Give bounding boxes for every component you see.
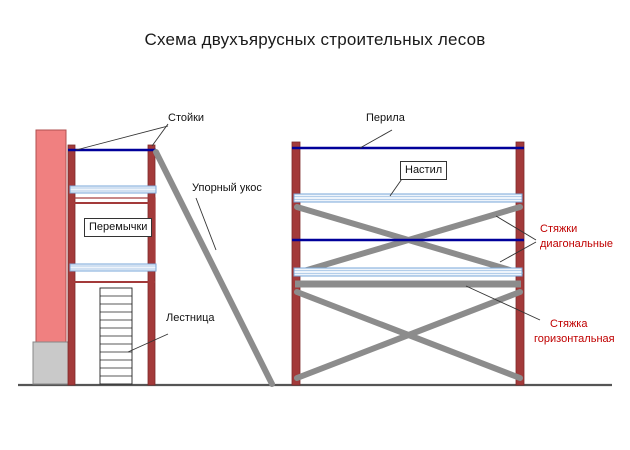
left-upper-deck (70, 186, 156, 193)
page-title: Схема двухъярусных строительных лесов (144, 30, 486, 49)
label-horizontal-tie-line2: горизонтальная (534, 333, 615, 345)
right-middle-deck (294, 268, 522, 276)
right-post-left (292, 142, 300, 385)
label-support-brace: Упорный укос (192, 182, 262, 194)
label-diagonal-ties-line2: диагональные (540, 238, 614, 250)
wall-base-block (33, 342, 69, 384)
label-horizontal-tie-line1: Стяжка (550, 318, 588, 330)
leader-railing (360, 130, 392, 148)
label-railing: Перила (366, 112, 405, 124)
label-ladder: Лестница (166, 312, 215, 324)
right-upper-deck (294, 194, 522, 202)
label-crossbars: Перемычки (84, 218, 152, 237)
leader-horizontal-tie (466, 286, 540, 320)
building-wall (36, 130, 66, 342)
label-diagonal-ties-line1: Стяжки (540, 223, 578, 235)
leader-lines (76, 124, 540, 352)
ladder (100, 288, 132, 384)
label-posts: Стойки (168, 112, 205, 124)
label-flooring: Настил (400, 161, 447, 180)
leader-posts-1 (152, 124, 168, 146)
left-lower-deck (70, 264, 156, 271)
right-post-right (516, 142, 524, 385)
